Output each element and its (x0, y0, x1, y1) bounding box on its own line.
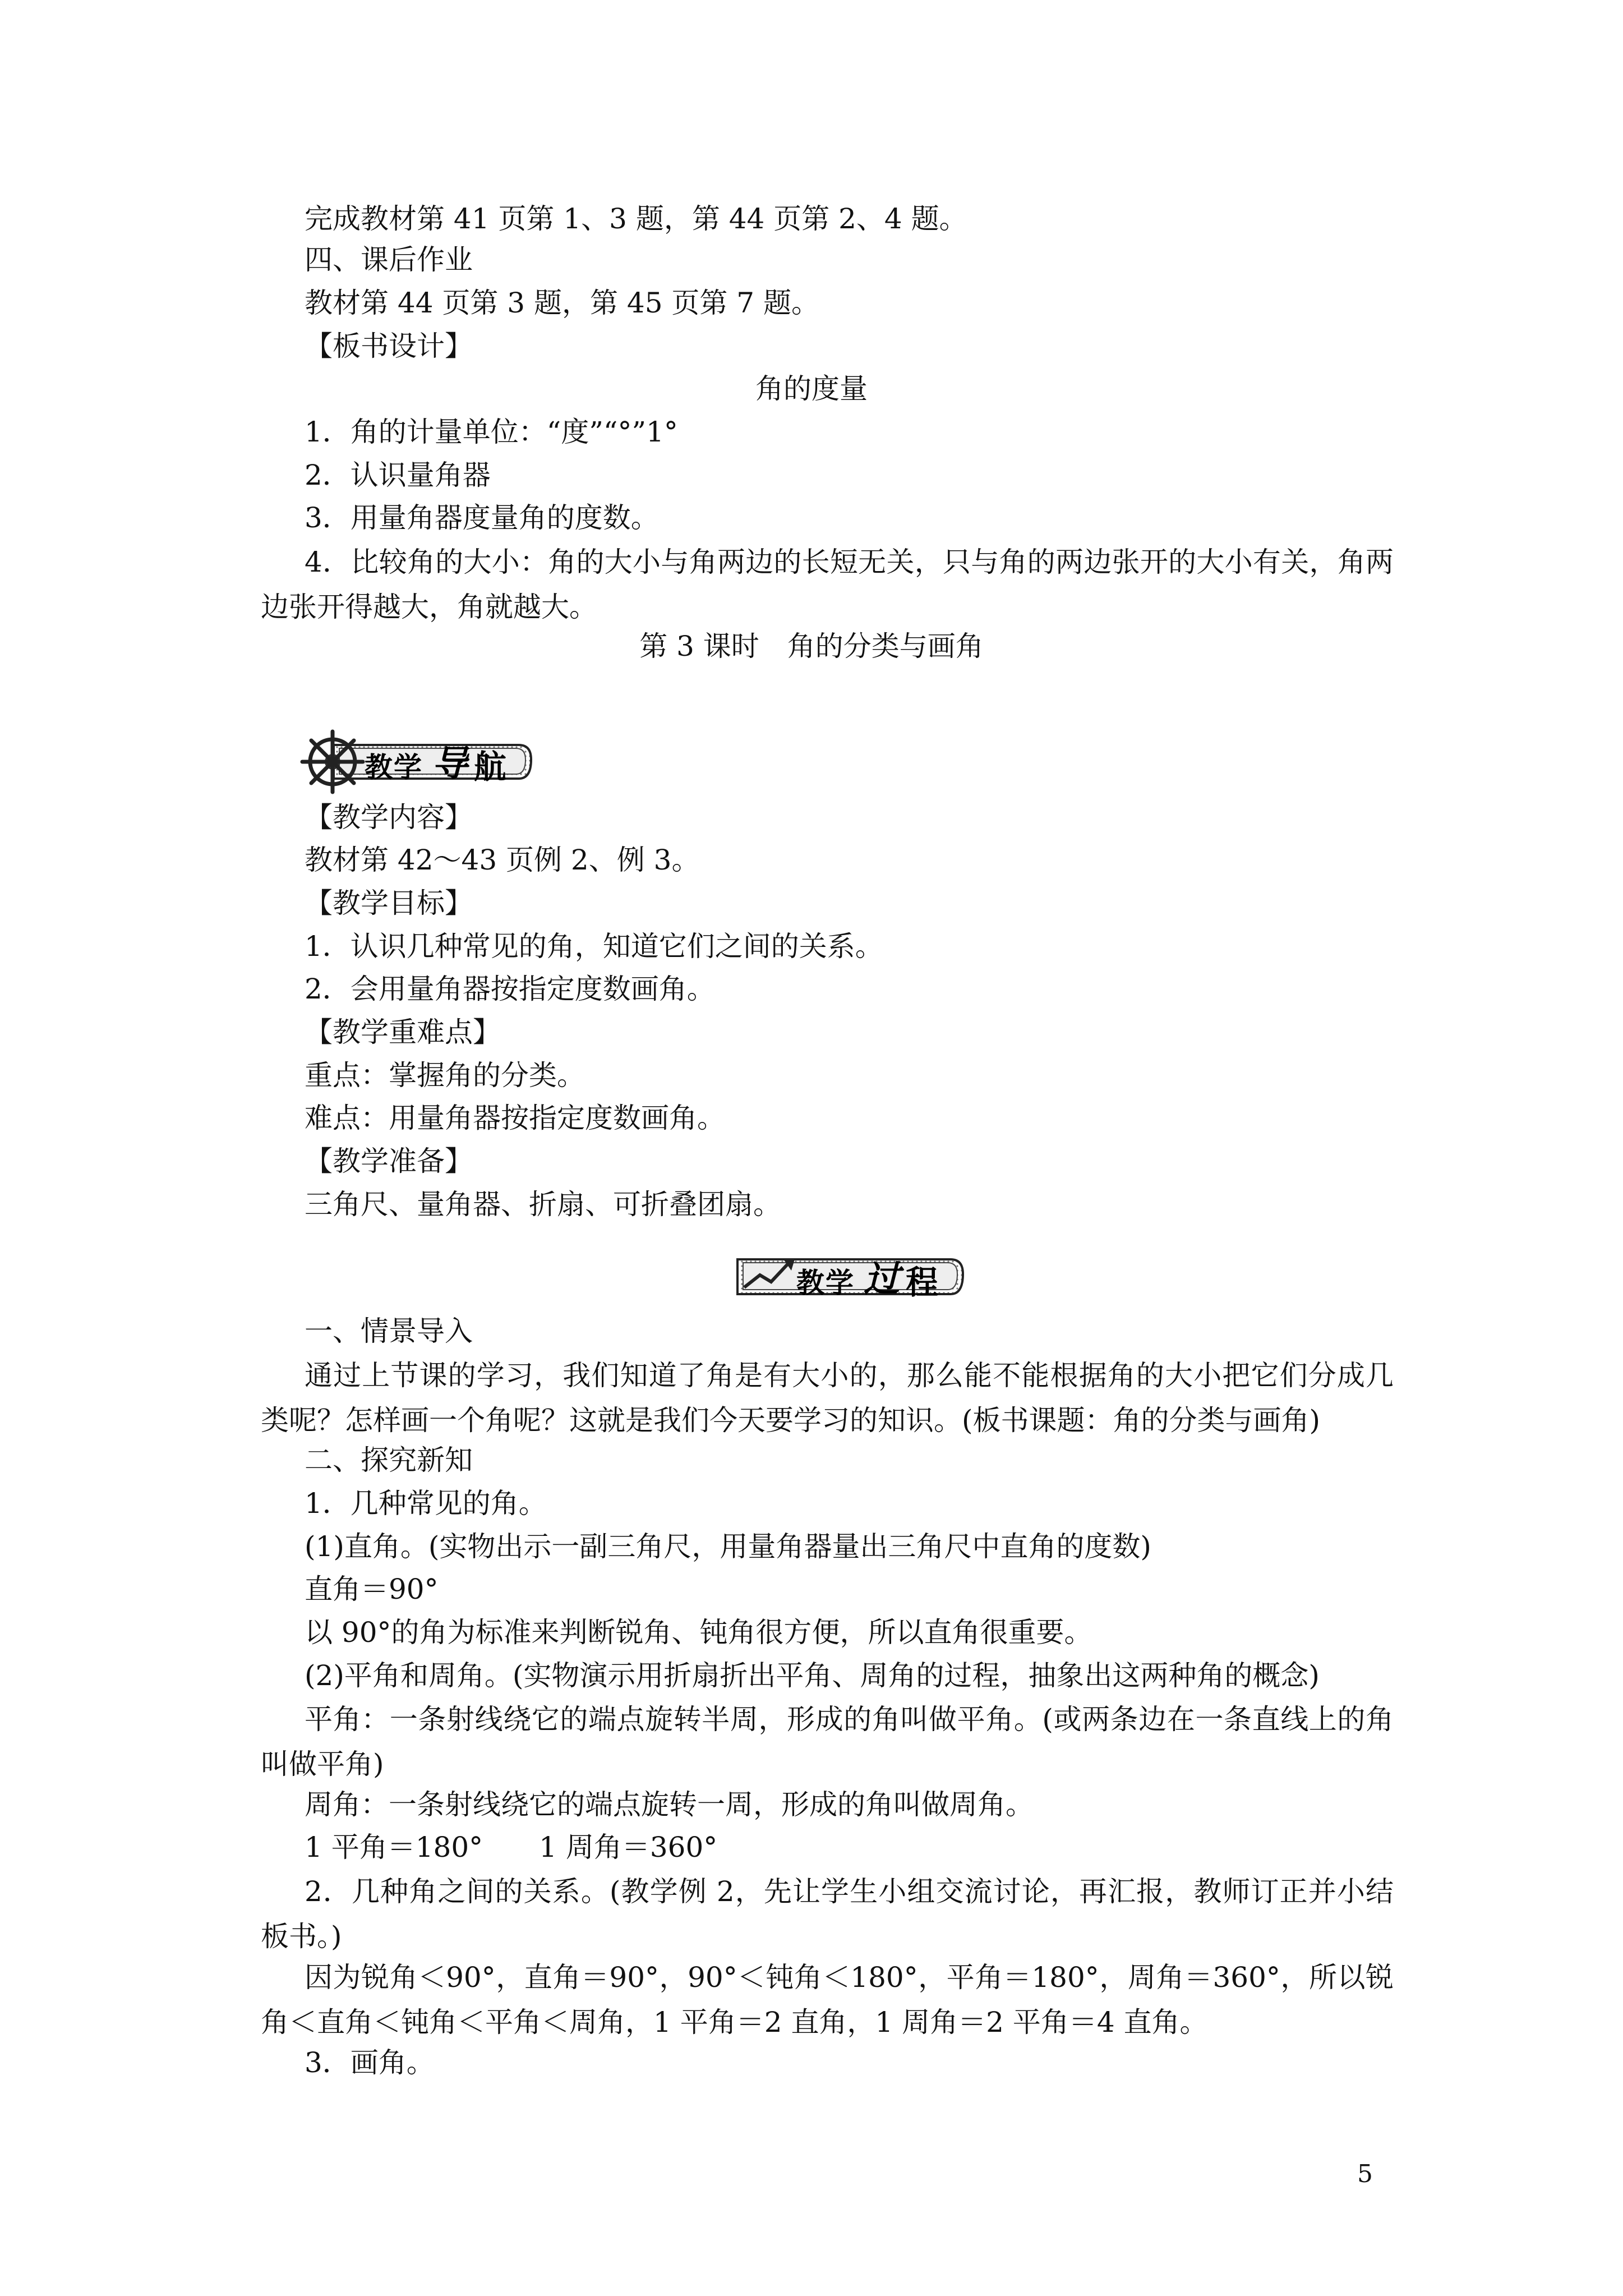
badge-text: 导 (432, 743, 469, 785)
board-item: 4．比较角的大小：角的大小与角两边的长短无关，只与角的两边张开的大小有关，角两边张开得越大，角就越大。 (261, 546, 1394, 623)
board-item: 3．用量角器度量角的度数。 (305, 501, 659, 534)
text-line: 重点：掌握角的分类。 (305, 1059, 585, 1092)
board-item: 2．认识量角器 (305, 459, 491, 491)
text-line: 2．会用量角器按指定度数画角。 (305, 973, 715, 1005)
badge-text: 程 (906, 1263, 940, 1301)
process-badge (732, 1243, 967, 1310)
section-heading: 二、探究新知 (305, 1444, 473, 1476)
section-label: 【教学重难点】 (305, 1016, 501, 1048)
paragraph: 通过上节课的学习，我们知道了角是有大小的，那么能不能根据角的大小把它们分成几类呢？怎样画一个角呢？这就是我们今天要学习的知识。(板书课题：角的分类与画角) (261, 1359, 1394, 1437)
section-label: 【教学目标】 (305, 887, 473, 919)
badge-text: 教学 (365, 751, 423, 784)
text-line: 教材第 44 页第 3 题，第 45 页第 7 题。 (305, 287, 820, 319)
text-line: 3．画角。 (305, 2046, 435, 2079)
page-number: 5 (1357, 2160, 1373, 2188)
text-line: (2)平角和周角。(实物演示用折扇折出平角、周角的过程，抽象出这两种角的概念) (305, 1659, 1320, 1692)
badge-text: 教学 (796, 1267, 855, 1299)
text-line: 三角尺、量角器、折扇、可折叠团扇。 (305, 1188, 781, 1221)
section-heading: 一、情景导入 (305, 1315, 473, 1347)
lesson-title: 第 3 课时 角的分类与画角 (639, 630, 984, 662)
text-line: 难点：用量角器按指定度数画角。 (305, 1102, 725, 1134)
section-label: 【教学准备】 (305, 1145, 473, 1177)
text-line: 完成教材第 41 页第 1、3 题，第 44 页第 2、4 题。 (305, 203, 967, 235)
section-heading: 四、课后作业 (305, 243, 473, 276)
board-item: 1．角的计量单位：“度”“°”1° (305, 416, 678, 448)
text-line: 1．几种常见的角。 (305, 1487, 547, 1520)
section-label: 【板书设计】 (305, 330, 473, 362)
text-line: 1 平角＝180° 1 周角＝360° (305, 1831, 718, 1864)
badge-text: 航 (474, 748, 508, 786)
paragraph: 平角：一条射线绕它的端点旋转半周，形成的角叫做平角。(或两条边在一条直线上的角叫做平角) (261, 1703, 1394, 1780)
paragraph: 2．几种角之间的关系。(教学例 2，先让学生小组交流讨论，再汇报，教师订正并小结板书。) (261, 1875, 1394, 1953)
text-line: 周角：一条射线绕它的端点旋转一周，形成的角叫做周角。 (305, 1788, 1034, 1821)
paragraph: 因为锐角＜90°，直角＝90°，90°＜钝角＜180°，平角＝180°，周角＝360°，所以锐角＜直角＜钝角＜平角＜周角，1 平角＝2 直角，1 周角＝2 平角＝4 直角。 (261, 1961, 1394, 2039)
text-line: 直角＝90° (305, 1573, 439, 1605)
text-line: 1．认识几种常见的角，知道它们之间的关系。 (305, 930, 883, 963)
text-line: (1)直角。(实物出示一副三角尺，用量角器量出三角尺中直角的度数) (305, 1530, 1151, 1563)
text-line: 教材第 42～43 页例 2、例 3。 (305, 844, 700, 876)
text-line: 以 90°的角为标准来判断锐角、钝角很方便，所以直角很重要。 (305, 1616, 1092, 1649)
board-title: 角的度量 (755, 372, 868, 405)
badge-text: 过 (864, 1259, 901, 1300)
nav-badge (300, 724, 536, 797)
section-label: 【教学内容】 (305, 801, 473, 834)
